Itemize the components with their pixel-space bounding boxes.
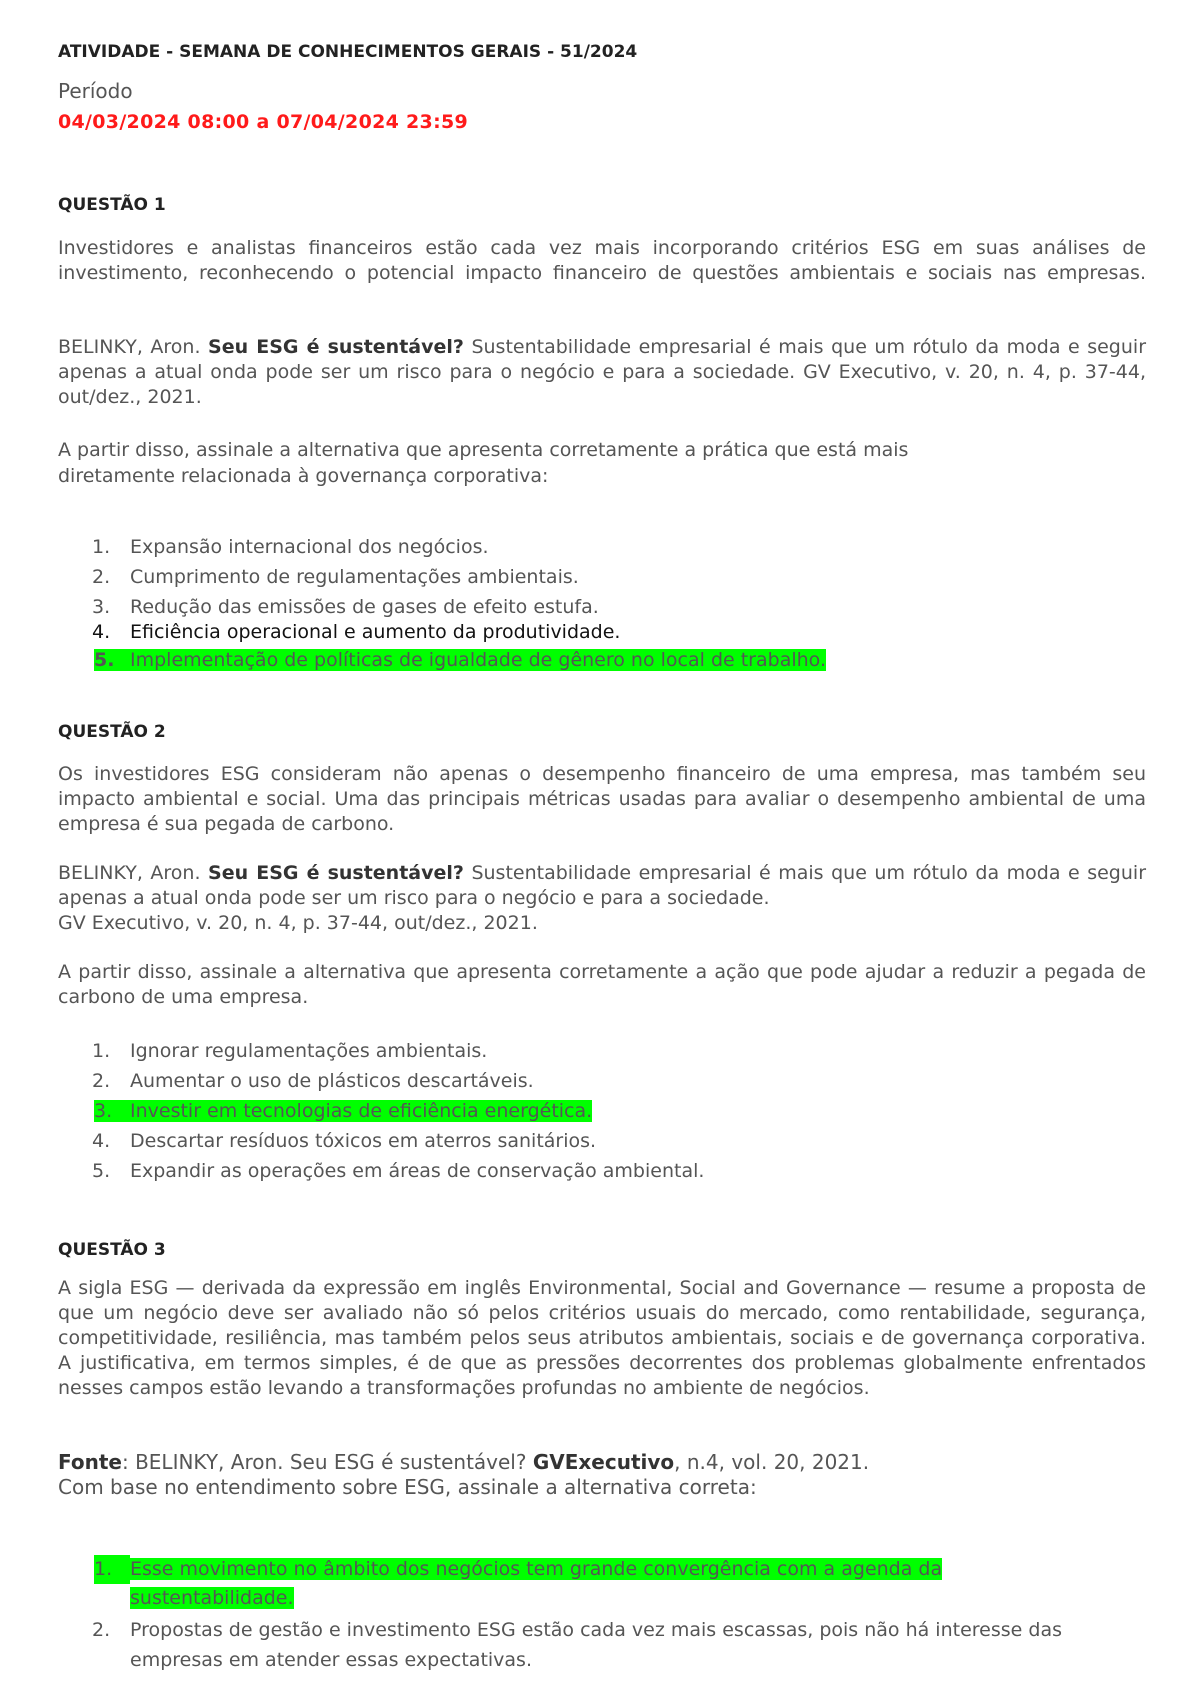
option-text: Propostas de gestão e investimento ESG estão cada vez mais escassas, pois não há interesse das empresas em atender essas expectativas. xyxy=(130,1619,1062,1671)
question-3-source xyxy=(58,1450,1146,1475)
option-text: Redução das emissões de gases de efeito estufa. xyxy=(130,596,599,618)
question-1-intro: Investidores e analistas financeiros estão cada vez mais incorporando critérios ESG em suas análises de investimento, reconhecendo o potencial impacto financeiro de questões ambientais e sociais nas empresas. xyxy=(58,237,1146,284)
ref-title: Seu ESG é sustentável? xyxy=(208,336,464,358)
option[interactable] xyxy=(58,1040,1146,1070)
option-number: 5. xyxy=(94,649,130,671)
ref-title: Seu ESG é sustentável? xyxy=(208,862,464,884)
option-highlighted[interactable] xyxy=(58,1555,1050,1613)
period-label: Período xyxy=(58,79,133,103)
option-number: 2. xyxy=(92,566,111,588)
option[interactable] xyxy=(58,1615,1138,1675)
ref-rest: Sustentabilidade empresarial é mais que um rótulo da moda e seguir apenas a atual onda pode ser um risco para o negócio e para a sociedade. GV Executivo, v. 20, n. 4, p. 37-44, out/dez., 2021. xyxy=(58,336,1146,408)
source-details: , n.4, vol. 20, 2021. xyxy=(674,1450,870,1474)
question-3-prompt: Com base no entendimento sobre ESG, assinale a alternativa correta: xyxy=(58,1475,757,1499)
option-highlighted[interactable] xyxy=(58,649,1146,677)
ref-line2: GV Executivo, v. 20, n. 4, p. 37-44, out/dez., 2021. xyxy=(58,912,538,934)
source-label: Fonte xyxy=(58,1450,122,1474)
option-number: 3. xyxy=(92,596,111,618)
question-2-intro: Os investidores ESG consideram não apenas o desempenho financeiro de uma empresa, mas também seu impacto ambiental e social. Uma das principais métricas usadas para avaliar o desempenho ambiental de uma empresa é sua pegada de carbono. xyxy=(58,763,1146,835)
question-3-intro: A sigla ESG — derivada da expressão em inglês Environmental, Social and Governance — resume a proposta de que um negócio deve ser avaliado não só pelos critérios usuais do mercado, como rentabilidade, segurança, competitividade, resiliência, mas também pelos seus atributos ambientais, sociais e de governança corporativa. A justificativa, em termos simples, é de que as pressões decorrentes dos problemas globalmente enfrentados nesses campos estão levando a transformações profundas no ambiente de negócios. xyxy=(58,1277,1146,1399)
period-value: 04/03/2024 08:00 a 07/04/2024 23:59 xyxy=(58,111,469,133)
question-1-prompt: A partir disso, assinale a alternativa que apresenta corretamente a prática que está mais diretamente relacionada à governança corporativa: xyxy=(58,439,909,487)
source-text: : BELINKY, Aron. Seu ESG é sustentável? xyxy=(121,1450,527,1474)
option-text: Expansão internacional dos negócios. xyxy=(130,536,489,558)
question-1-heading: QUESTÃO 1 xyxy=(58,195,166,215)
option-number: 2. xyxy=(92,1070,111,1092)
option-text: Aumentar o uso de plásticos descartáveis. xyxy=(130,1070,534,1092)
question-1-options xyxy=(58,536,1146,677)
ref-author: BELINKY, Aron. xyxy=(58,862,201,884)
option[interactable] xyxy=(58,1160,1146,1190)
question-2-reference xyxy=(58,861,1146,936)
question-2-heading: QUESTÃO 2 xyxy=(58,722,166,742)
ref-rest: Sustentabilidade empresarial é mais que um rótulo da moda e seguir apenas a atual onda pode ser um risco para o negócio e para a sociedade. xyxy=(58,862,1146,909)
option-number: 4. xyxy=(92,1130,111,1152)
option-number: 2. xyxy=(92,1619,111,1641)
option-text: Implementação de políticas de igualdade de gênero no local de trabalho. xyxy=(130,649,826,671)
option-text: Eficiência operacional e aumento da produtividade. xyxy=(130,621,621,643)
option[interactable] xyxy=(58,621,1146,649)
option-number: 1. xyxy=(92,536,111,558)
option-number: 3. xyxy=(94,1100,130,1122)
option-number: 1. xyxy=(92,1040,111,1062)
option-number: 5. xyxy=(92,1160,111,1182)
question-2-prompt: A partir disso, assinale a alternativa que apresenta corretamente a ação que pode ajudar a reduzir a pegada de carbono de uma empresa. xyxy=(58,961,1146,1008)
source-journal: GVExecutivo xyxy=(532,1450,675,1474)
option[interactable] xyxy=(58,1070,1146,1100)
option-text: Descartar resíduos tóxicos em aterros sanitários. xyxy=(130,1130,597,1152)
option-number: 4. xyxy=(92,621,111,643)
option-text: Expandir as operações em áreas de conservação ambiental. xyxy=(130,1160,705,1182)
option[interactable] xyxy=(58,566,1146,596)
question-2-options xyxy=(58,1040,1146,1190)
option[interactable] xyxy=(58,596,1146,621)
question-1-reference xyxy=(58,335,1146,410)
option-text: Cumprimento de regulamentações ambientais. xyxy=(130,566,579,588)
ref-author: BELINKY, Aron. xyxy=(58,336,201,358)
option-highlighted[interactable] xyxy=(58,1100,1146,1130)
option-text: Esse movimento no âmbito dos negócios tem grande convergência com a agenda da sustentabilidade. xyxy=(130,1558,943,1609)
option-text: Investir em tecnologias de eficiência energética. xyxy=(130,1100,593,1122)
option[interactable] xyxy=(58,1130,1146,1160)
option-text: Ignorar regulamentações ambientais. xyxy=(130,1040,488,1062)
option[interactable] xyxy=(58,536,1146,566)
document-title: ATIVIDADE - SEMANA DE CONHECIMENTOS GERAIS - 51/2024 xyxy=(58,42,638,62)
question-3-heading: QUESTÃO 3 xyxy=(58,1240,166,1260)
question-3-options xyxy=(58,1555,1138,1675)
option-number: 1. xyxy=(94,1555,130,1584)
